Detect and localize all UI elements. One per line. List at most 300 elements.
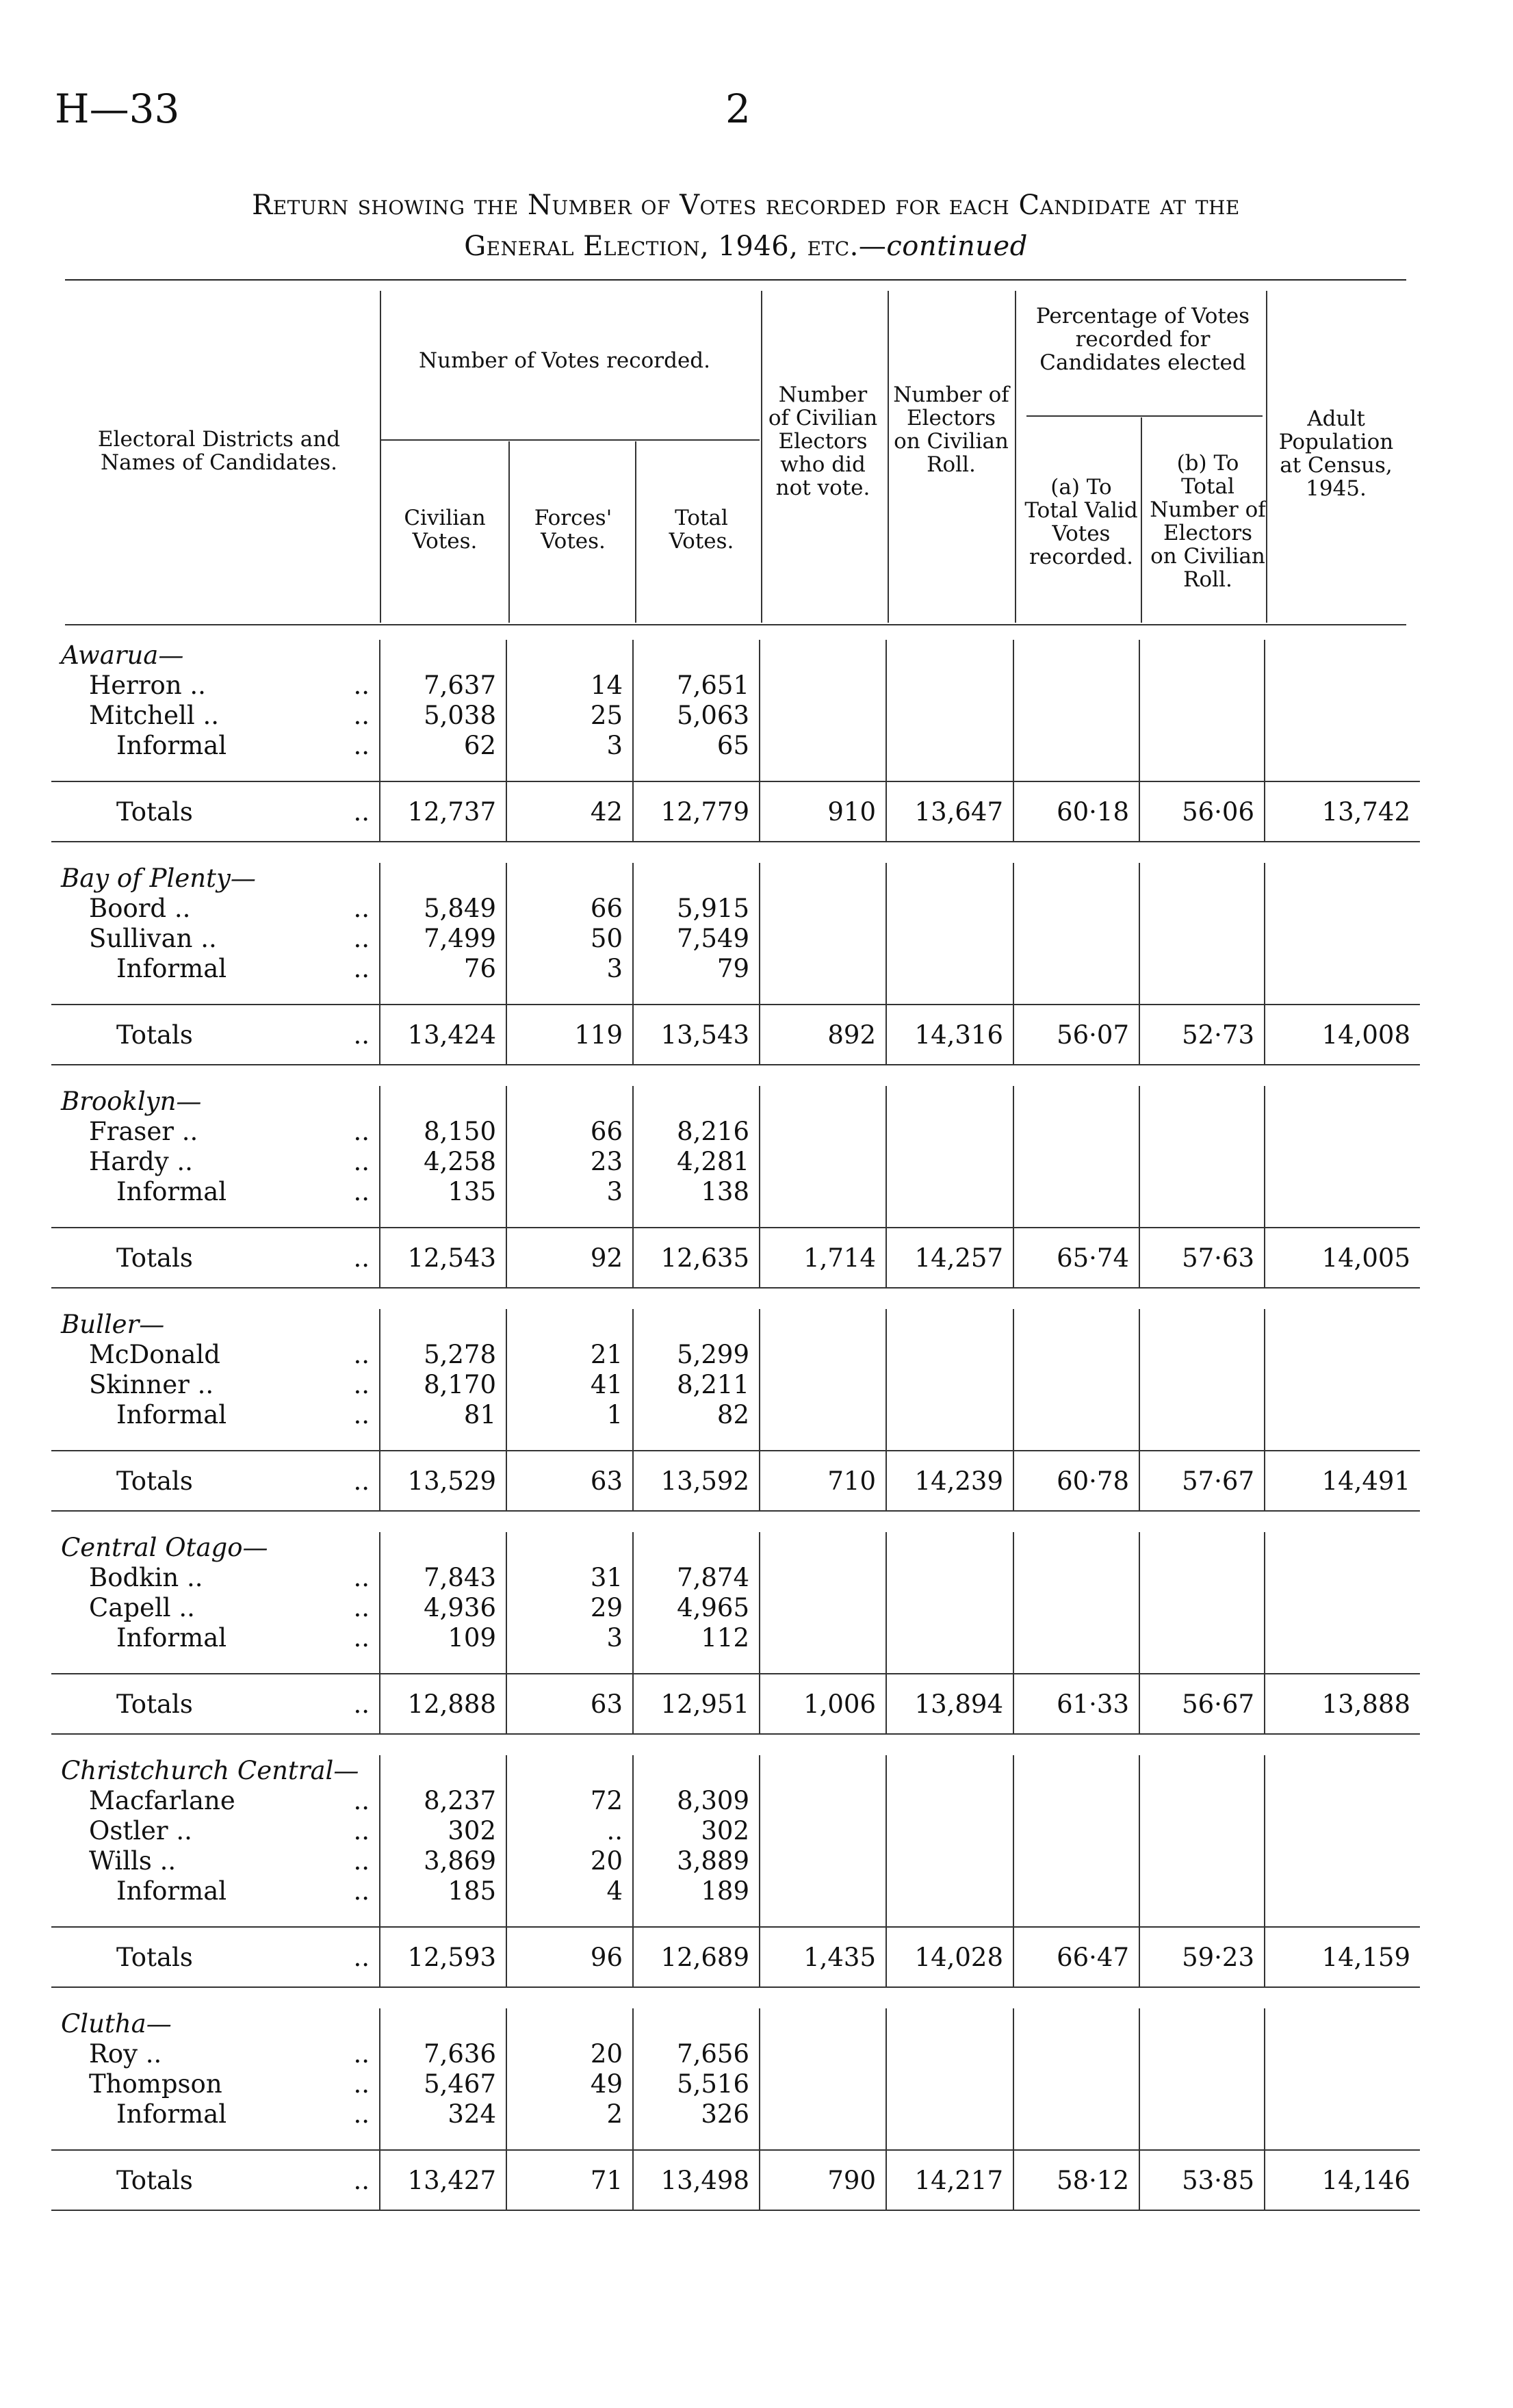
empty-cell — [886, 1815, 1013, 1846]
empty-cell — [633, 1309, 760, 1339]
page-number: 2 — [725, 86, 751, 132]
forces-votes: .. — [506, 1815, 633, 1846]
page-title — [55, 185, 1437, 267]
totals-label: Totals — [51, 1005, 305, 1065]
leader-dots: .. — [305, 781, 380, 842]
empty-cell — [760, 1876, 886, 1906]
empty-cell — [380, 1755, 506, 1785]
empty-cell — [760, 1369, 886, 1399]
civilian-votes: 7,499 — [380, 923, 506, 953]
spacer-row — [51, 1429, 1420, 1451]
empty-cell — [1013, 893, 1139, 923]
total-votes: 3,889 — [633, 1846, 760, 1876]
did-not-vote: 710 — [760, 1451, 886, 1511]
results-table — [51, 640, 1420, 2231]
empty-cell — [886, 1065, 1013, 1086]
leader-dots: .. — [353, 2099, 370, 2129]
empty-cell — [1265, 2069, 1420, 2099]
empty-cell — [1139, 893, 1265, 923]
leader-dots: .. — [353, 953, 370, 983]
empty-cell — [886, 2008, 1013, 2038]
did-not-vote: 790 — [760, 2150, 886, 2210]
total-votes: 4,965 — [633, 1592, 760, 1622]
empty-cell — [1013, 1532, 1139, 1562]
empty-cell — [51, 1734, 380, 1755]
pct-valid-votes: 60·78 — [1013, 1451, 1139, 1511]
total-votes: 189 — [633, 1876, 760, 1906]
adult-population: 14,491 — [1265, 1451, 1420, 1511]
empty-cell — [886, 842, 1013, 863]
header-divider — [1015, 291, 1016, 623]
candidate-row — [51, 730, 1420, 760]
empty-cell — [1139, 1653, 1265, 1674]
empty-cell — [1013, 2008, 1139, 2038]
empty-cell — [1265, 1206, 1420, 1228]
total-votes: 12,635 — [633, 1228, 760, 1288]
empty-cell — [1013, 842, 1139, 863]
empty-cell — [1013, 1146, 1139, 1176]
empty-cell — [760, 2099, 886, 2129]
total-votes: 12,951 — [633, 1674, 760, 1734]
empty-cell — [1265, 2210, 1420, 2231]
empty-cell — [633, 1429, 760, 1451]
empty-cell — [1013, 1815, 1139, 1846]
did-not-vote: 1,006 — [760, 1674, 886, 1734]
empty-cell — [886, 1288, 1013, 1309]
total-civilian-votes: 13,427 — [380, 2150, 506, 2210]
empty-cell — [1139, 1987, 1265, 2008]
empty-cell — [1139, 2069, 1265, 2099]
district-name: Bay of Plenty— — [61, 863, 256, 893]
empty-cell — [506, 1511, 633, 1532]
empty-cell — [760, 1734, 886, 1755]
empty-cell — [886, 1339, 1013, 1369]
civilian-votes: 5,038 — [380, 700, 506, 730]
total-votes: 7,651 — [633, 670, 760, 700]
empty-cell — [1013, 730, 1139, 760]
leader-dots: .. — [353, 730, 370, 760]
empty-cell — [1139, 1065, 1265, 1086]
candidate-name: Informal — [116, 2099, 227, 2129]
col-header-pct-b: (b) To Total Number of Electors on Civilian Roll. — [1150, 451, 1266, 592]
empty-cell — [506, 1206, 633, 1228]
empty-cell — [1013, 1288, 1139, 1309]
empty-cell — [633, 1532, 760, 1562]
total-votes: 7,874 — [633, 1562, 760, 1592]
empty-cell — [1265, 1065, 1420, 1086]
empty-cell — [506, 1987, 633, 2008]
district-name: Central Otago— — [61, 1532, 268, 1562]
empty-cell — [886, 1906, 1013, 1927]
candidate-name: Ostler .. — [89, 1815, 192, 1846]
candidate-name: Fraser .. — [89, 1116, 198, 1146]
pct-electors: 52·73 — [1139, 1005, 1265, 1065]
empty-cell — [633, 1734, 760, 1755]
electors-on-roll: 14,028 — [886, 1927, 1013, 1987]
empty-cell — [886, 923, 1013, 953]
header-divider — [1141, 417, 1142, 623]
empty-cell — [886, 1592, 1013, 1622]
empty-cell — [1265, 1846, 1420, 1876]
total-forces-votes: 119 — [506, 1005, 633, 1065]
totals-row — [51, 1451, 1420, 1511]
candidate-row — [51, 1116, 1420, 1146]
empty-cell — [380, 1086, 506, 1116]
empty-cell — [1013, 1065, 1139, 1086]
totals-label: Totals — [51, 1228, 305, 1288]
empty-cell — [633, 2129, 760, 2150]
empty-cell — [1265, 1116, 1420, 1146]
empty-cell — [506, 1086, 633, 1116]
leader-dots: .. — [353, 1846, 370, 1876]
empty-cell — [760, 1755, 886, 1785]
empty-cell — [886, 670, 1013, 700]
candidate-row — [51, 1399, 1420, 1429]
empty-cell — [1139, 1532, 1265, 1562]
civilian-votes: 185 — [380, 1876, 506, 1906]
totals-label: Totals — [51, 1927, 305, 1987]
empty-cell — [51, 1288, 380, 1309]
empty-cell — [760, 953, 886, 983]
empty-cell — [886, 1116, 1013, 1146]
col-header-civilian: Civilian Votes. — [404, 506, 486, 554]
empty-cell — [51, 1987, 380, 2008]
empty-cell — [1013, 760, 1139, 781]
empty-cell — [1265, 1339, 1420, 1369]
civilian-votes: 7,636 — [380, 2038, 506, 2069]
district-name: Clutha— — [61, 2008, 172, 2038]
empty-cell — [1265, 953, 1420, 983]
empty-cell — [760, 1511, 886, 1532]
empty-cell — [633, 863, 760, 893]
empty-cell — [886, 1176, 1013, 1206]
empty-cell — [760, 893, 886, 923]
adult-population: 14,008 — [1265, 1005, 1420, 1065]
forces-votes: 25 — [506, 700, 633, 730]
civilian-votes: 8,237 — [380, 1785, 506, 1815]
empty-cell — [506, 1309, 633, 1339]
empty-cell — [380, 1987, 506, 2008]
candidate-row — [51, 2038, 1420, 2069]
empty-cell — [1265, 2038, 1420, 2069]
empty-cell — [1265, 1785, 1420, 1815]
title-continued: continued — [886, 231, 1028, 262]
pct-electors: 56·67 — [1139, 1674, 1265, 1734]
candidate-name: Sullivan .. — [89, 923, 217, 953]
civilian-votes: 7,637 — [380, 670, 506, 700]
header-divider — [888, 291, 889, 623]
district-name: Buller— — [61, 1309, 165, 1339]
empty-cell — [1139, 670, 1265, 700]
total-votes: 5,063 — [633, 700, 760, 730]
empty-cell — [760, 1399, 886, 1429]
empty-cell — [51, 1906, 380, 1927]
empty-cell — [633, 842, 760, 863]
empty-cell — [1265, 842, 1420, 863]
total-votes: 12,779 — [633, 781, 760, 842]
empty-cell — [760, 2008, 886, 2038]
candidate-name: Informal — [116, 1399, 227, 1429]
col-header-votes-group: Number of Votes recorded. — [418, 348, 710, 373]
leader-dots: .. — [353, 1622, 370, 1653]
empty-cell — [760, 730, 886, 760]
forces-votes: 3 — [506, 1622, 633, 1653]
empty-cell — [1139, 1116, 1265, 1146]
empty-cell — [506, 983, 633, 1005]
candidate-row — [51, 1176, 1420, 1206]
total-votes: 4,281 — [633, 1146, 760, 1176]
empty-cell — [760, 1288, 886, 1309]
candidate-row — [51, 2069, 1420, 2099]
empty-cell — [886, 1562, 1013, 1592]
empty-cell — [1139, 1399, 1265, 1429]
empty-cell — [1013, 1176, 1139, 1206]
empty-cell — [1265, 640, 1420, 670]
empty-cell — [760, 1339, 886, 1369]
empty-cell — [1139, 1622, 1265, 1653]
empty-cell — [886, 1146, 1013, 1176]
candidate-row — [51, 1815, 1420, 1846]
civilian-votes: 76 — [380, 953, 506, 983]
empty-cell — [886, 1622, 1013, 1653]
civilian-votes: 62 — [380, 730, 506, 760]
forces-votes: 21 — [506, 1339, 633, 1369]
empty-cell — [886, 2099, 1013, 2129]
empty-cell — [1139, 923, 1265, 953]
empty-cell — [633, 2008, 760, 2038]
empty-cell — [633, 1653, 760, 1674]
pct-electors: 59·23 — [1139, 1927, 1265, 1987]
empty-cell — [1139, 1876, 1265, 1906]
empty-cell — [1265, 730, 1420, 760]
empty-cell — [380, 1906, 506, 1927]
empty-cell — [1013, 1339, 1139, 1369]
empty-cell — [760, 1065, 886, 1086]
empty-cell — [1013, 1987, 1139, 2008]
empty-cell — [886, 1785, 1013, 1815]
empty-cell — [760, 1146, 886, 1176]
empty-cell — [1139, 1511, 1265, 1532]
empty-cell — [1139, 1562, 1265, 1592]
forces-votes: 20 — [506, 2038, 633, 2069]
total-votes: 12,689 — [633, 1927, 760, 1987]
district-row — [51, 2008, 1420, 2038]
empty-cell — [380, 1309, 506, 1339]
empty-cell — [1265, 893, 1420, 923]
leader-dots: .. — [353, 1369, 370, 1399]
civilian-votes: 3,869 — [380, 1846, 506, 1876]
did-not-vote: 1,714 — [760, 1228, 886, 1288]
leader-dots: .. — [353, 1116, 370, 1146]
total-forces-votes: 92 — [506, 1228, 633, 1288]
col-header-districts: Electoral Districts and Names of Candidates. — [97, 427, 341, 475]
civilian-votes: 5,467 — [380, 2069, 506, 2099]
empty-cell — [760, 1532, 886, 1562]
empty-cell — [1013, 2129, 1139, 2150]
empty-cell — [633, 760, 760, 781]
forces-votes: 23 — [506, 1146, 633, 1176]
col-header-forces: Forces' Votes. — [534, 506, 612, 554]
leader-dots: .. — [353, 1815, 370, 1846]
empty-cell — [1265, 1876, 1420, 1906]
empty-cell — [51, 1511, 380, 1532]
pct-valid-votes: 65·74 — [1013, 1228, 1139, 1288]
pct-group-rule — [1026, 415, 1263, 417]
leader-dots: .. — [353, 670, 370, 700]
spacer-row — [51, 1987, 1420, 2008]
empty-cell — [760, 842, 886, 863]
spacer-row — [51, 760, 1420, 781]
empty-cell — [1265, 1176, 1420, 1206]
leader-dots: .. — [305, 1451, 380, 1511]
district-row — [51, 1309, 1420, 1339]
empty-cell — [1265, 2099, 1420, 2129]
leader-dots: .. — [353, 1876, 370, 1906]
empty-cell — [506, 1906, 633, 1927]
col-header-adult-pop: Adult Population at Census, 1945. — [1278, 406, 1394, 501]
did-not-vote: 910 — [760, 781, 886, 842]
empty-cell — [1139, 1906, 1265, 1927]
total-civilian-votes: 13,424 — [380, 1005, 506, 1065]
empty-cell — [1013, 953, 1139, 983]
empty-cell — [886, 760, 1013, 781]
empty-cell — [760, 640, 886, 670]
empty-cell — [633, 1065, 760, 1086]
total-civilian-votes: 12,543 — [380, 1228, 506, 1288]
spacer-row — [51, 2129, 1420, 2150]
district-row — [51, 640, 1420, 670]
empty-cell — [633, 1987, 760, 2008]
empty-cell — [1139, 1339, 1265, 1369]
empty-cell — [760, 1987, 886, 2008]
empty-cell — [1265, 2008, 1420, 2038]
empty-cell — [506, 1532, 633, 1562]
empty-cell — [1013, 1429, 1139, 1451]
empty-cell — [760, 983, 886, 1005]
spacer-row — [51, 2210, 1420, 2231]
votes-group-rule — [380, 439, 760, 441]
empty-cell — [633, 640, 760, 670]
empty-cell — [886, 2129, 1013, 2150]
empty-cell — [1139, 700, 1265, 730]
forces-votes: 3 — [506, 730, 633, 760]
pct-valid-votes: 66·47 — [1013, 1927, 1139, 1987]
empty-cell — [1265, 670, 1420, 700]
empty-cell — [1265, 1511, 1420, 1532]
empty-cell — [380, 1532, 506, 1562]
header-bottom-rule — [65, 624, 1406, 625]
empty-cell — [1013, 1086, 1139, 1116]
leader-dots: .. — [353, 2038, 370, 2069]
total-votes: 5,299 — [633, 1339, 760, 1369]
empty-cell — [1139, 2099, 1265, 2129]
empty-cell — [1139, 842, 1265, 863]
candidate-name: Roy .. — [89, 2038, 162, 2069]
empty-cell — [760, 1846, 886, 1876]
empty-cell — [51, 1653, 380, 1674]
spacer-row — [51, 1511, 1420, 1532]
pct-electors: 53·85 — [1139, 2150, 1265, 2210]
empty-cell — [1013, 983, 1139, 1005]
header-divider — [508, 441, 510, 623]
candidate-name: Informal — [116, 730, 227, 760]
candidate-row — [51, 700, 1420, 730]
forces-votes: 66 — [506, 893, 633, 923]
header-top-rule — [65, 279, 1406, 281]
leader-dots: .. — [353, 2069, 370, 2099]
civilian-votes: 4,258 — [380, 1146, 506, 1176]
pct-valid-votes: 60·18 — [1013, 781, 1139, 842]
empty-cell — [506, 760, 633, 781]
empty-cell — [760, 670, 886, 700]
total-votes: 7,549 — [633, 923, 760, 953]
candidate-name: Informal — [116, 953, 227, 983]
candidate-name: McDonald — [89, 1339, 220, 1369]
empty-cell — [1139, 1206, 1265, 1228]
empty-cell — [1013, 2099, 1139, 2129]
empty-cell — [1139, 1815, 1265, 1846]
empty-cell — [1139, 2008, 1265, 2038]
empty-cell — [506, 1429, 633, 1451]
empty-cell — [51, 1206, 380, 1228]
candidate-row — [51, 893, 1420, 923]
candidate-row — [51, 670, 1420, 700]
civilian-votes: 5,849 — [380, 893, 506, 923]
empty-cell — [1265, 1369, 1420, 1399]
empty-cell — [886, 1429, 1013, 1451]
adult-population: 14,159 — [1265, 1927, 1420, 1987]
candidate-row — [51, 1592, 1420, 1622]
district-name: Christchurch Central— — [61, 1755, 359, 1785]
pct-valid-votes: 58·12 — [1013, 2150, 1139, 2210]
empty-cell — [380, 1065, 506, 1086]
empty-cell — [886, 1369, 1013, 1399]
empty-cell — [886, 2038, 1013, 2069]
adult-population: 14,005 — [1265, 1228, 1420, 1288]
empty-cell — [886, 2069, 1013, 2099]
candidate-name: Informal — [116, 1876, 227, 1906]
empty-cell — [886, 2210, 1013, 2231]
total-forces-votes: 42 — [506, 781, 633, 842]
district-name: Brooklyn— — [61, 1086, 202, 1116]
total-forces-votes: 63 — [506, 1674, 633, 1734]
total-votes: 8,309 — [633, 1785, 760, 1815]
empty-cell — [51, 842, 380, 863]
electors-on-roll: 14,239 — [886, 1451, 1013, 1511]
empty-cell — [760, 1653, 886, 1674]
total-votes: 13,498 — [633, 2150, 760, 2210]
empty-cell — [886, 953, 1013, 983]
header-divider — [1266, 291, 1267, 623]
empty-cell — [1013, 1206, 1139, 1228]
leader-dots: .. — [353, 893, 370, 923]
pct-electors: 56·06 — [1139, 781, 1265, 842]
empty-cell — [506, 640, 633, 670]
pct-electors: 57·63 — [1139, 1228, 1265, 1288]
civilian-votes: 5,278 — [380, 1339, 506, 1369]
empty-cell — [1139, 1429, 1265, 1451]
empty-cell — [1013, 1734, 1139, 1755]
leader-dots: .. — [305, 1674, 380, 1734]
total-votes: 13,592 — [633, 1451, 760, 1511]
empty-cell — [760, 1206, 886, 1228]
forces-votes: 66 — [506, 1116, 633, 1146]
empty-cell — [1139, 863, 1265, 893]
leader-dots: .. — [305, 2150, 380, 2210]
empty-cell — [886, 700, 1013, 730]
empty-cell — [1265, 1815, 1420, 1846]
empty-cell — [1013, 1399, 1139, 1429]
